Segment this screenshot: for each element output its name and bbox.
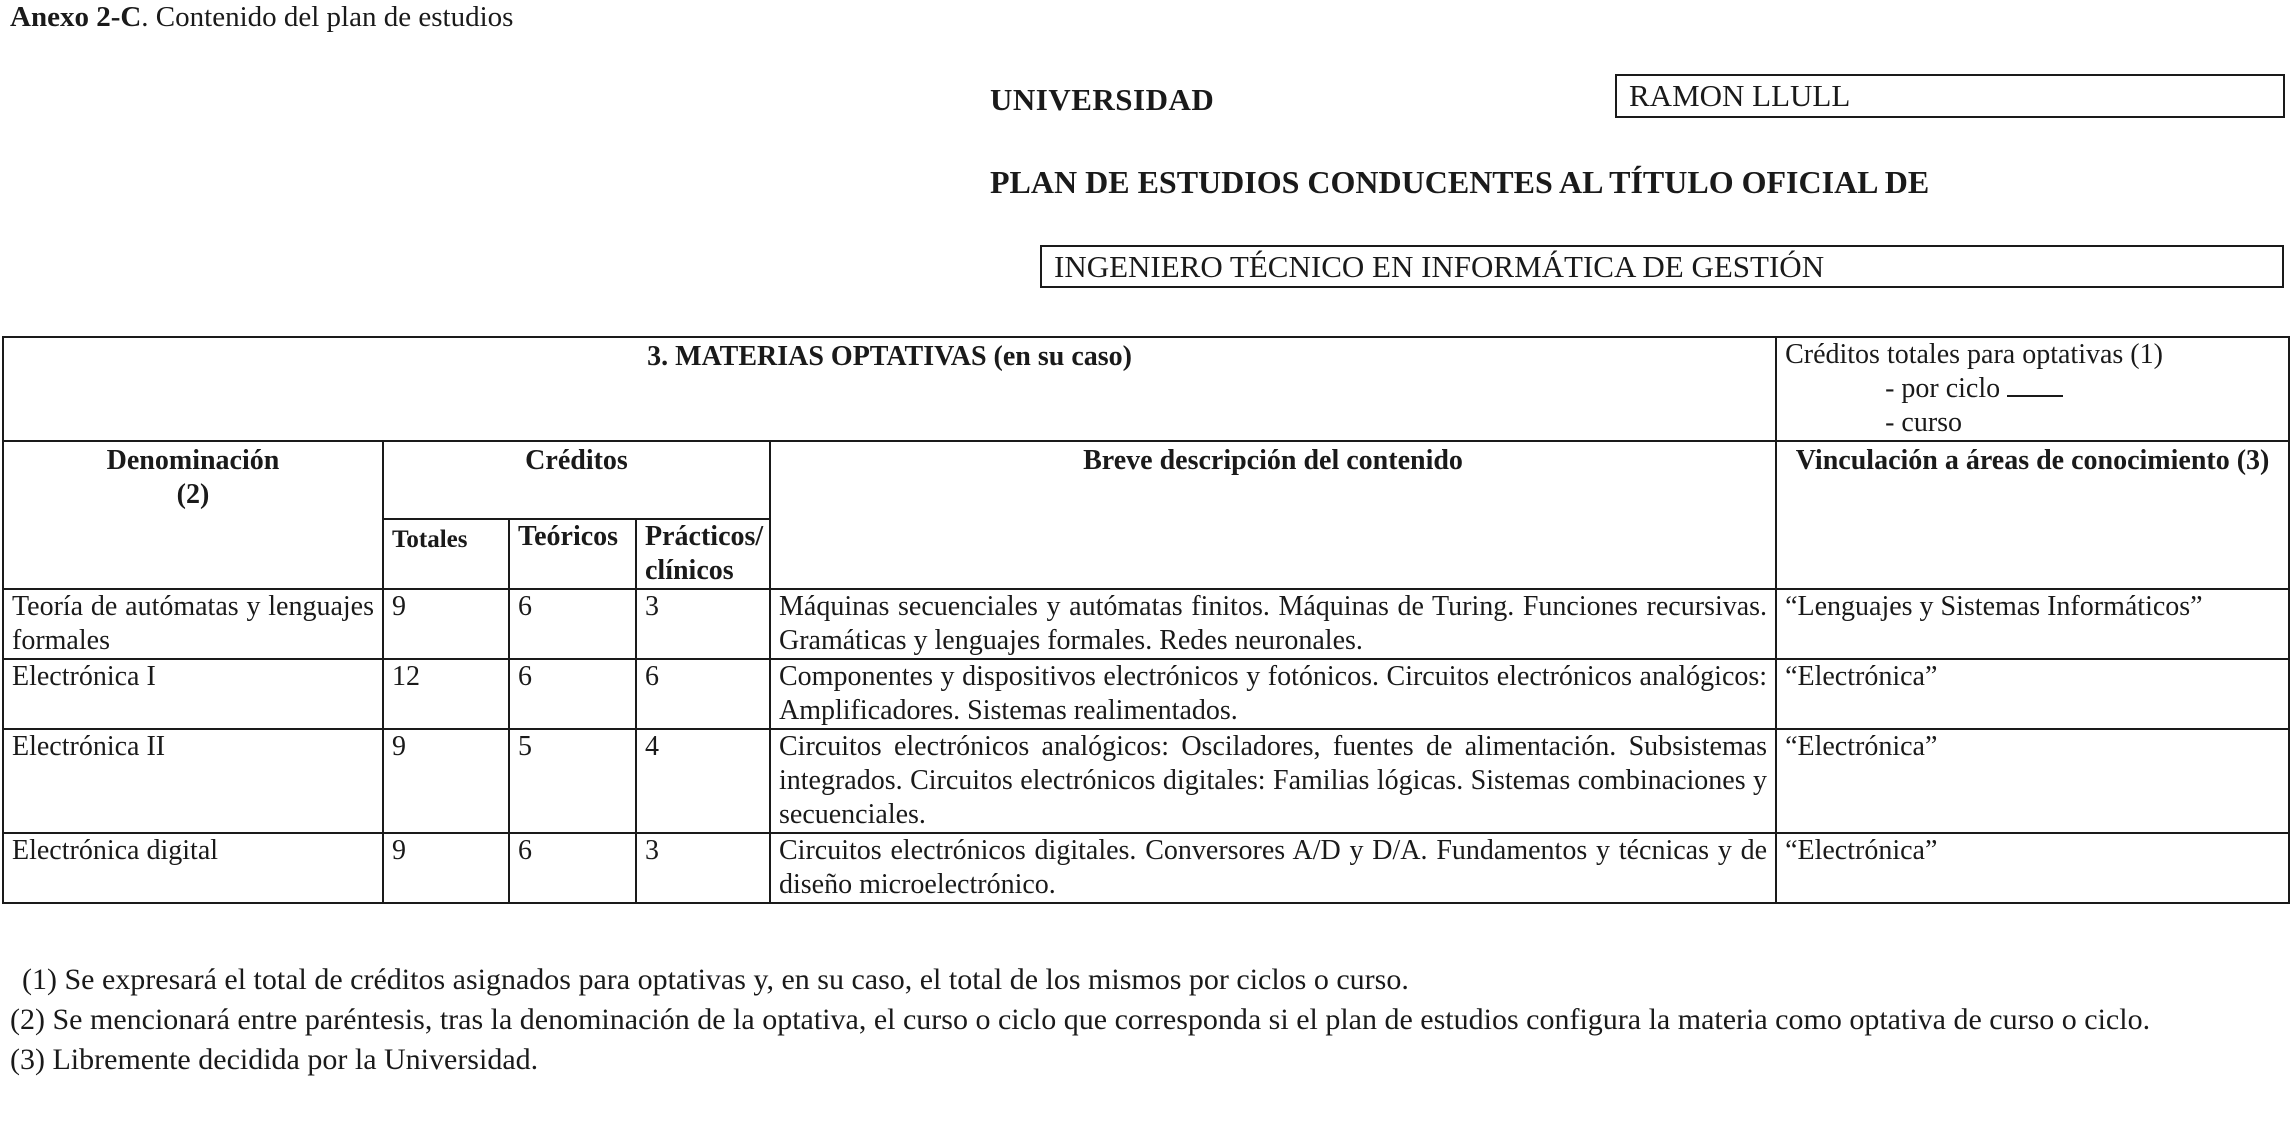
- header-denomination: Denominación (2): [3, 441, 383, 589]
- header-credits: Créditos: [383, 441, 770, 519]
- header-practice: Prácticos/ clínicos: [636, 519, 770, 589]
- university-value-box: RAMON LLULL: [1615, 74, 2285, 118]
- credits-total: 9: [383, 589, 509, 659]
- credits-theory: 5: [509, 729, 636, 833]
- subject-area: “Electrónica”: [1776, 659, 2289, 729]
- optional-subjects-table: [2, 336, 2290, 904]
- header-areas: Vinculación a áreas de conocimiento (3): [1776, 441, 2289, 589]
- credits-total: 12: [383, 659, 509, 729]
- credits-total: 9: [383, 729, 509, 833]
- annex-heading: [10, 0, 513, 34]
- footnote-1: (1) Se expresará el total de créditos asignados para optativas y, en su caso, el total de los mismos por ciclos o curso.: [22, 963, 1409, 996]
- credits-theory: 6: [509, 589, 636, 659]
- blank-line: [2007, 377, 2063, 397]
- university-label: UNIVERSIDAD: [990, 82, 1215, 117]
- footnotes: [10, 960, 2285, 1080]
- credits-practice: 6: [636, 659, 770, 729]
- subject-area: “Electrónica”: [1776, 729, 2289, 833]
- footnote-2: (2) Se mencionará entre paréntesis, tras la denominación de la optativa, el curso o ciclo que corresponda si el plan de estudios configura la materia como optativa de curso o ciclo.: [10, 1003, 2151, 1036]
- subject-name: Electrónica I: [3, 659, 383, 729]
- credits-practice: 4: [636, 729, 770, 833]
- subject-name: Teoría de autómatas y lenguajes formales: [3, 589, 383, 659]
- subject-area: “Lenguajes y Sistemas Informáticos”: [1776, 589, 2289, 659]
- annex-label: Anexo 2-C: [10, 1, 142, 33]
- degree-value-box: INGENIERO TÉCNICO EN INFORMÁTICA DE GESTIÓN: [1040, 245, 2284, 288]
- subject-name: Electrónica digital: [3, 833, 383, 903]
- column-header-row: [3, 441, 2289, 519]
- table-row: [3, 589, 2289, 659]
- subject-name: Electrónica II: [3, 729, 383, 833]
- subject-description: Componentes y dispositivos electrónicos y fotónicos. Circuitos electrónicos analógicos: Amplificadores. Sistemas realimentados.: [770, 659, 1776, 729]
- table-title-row: [3, 337, 2289, 441]
- table-row: [3, 833, 2289, 903]
- credits-course: - curso: [1885, 407, 1963, 438]
- credits-total-label: Créditos totales para optativas (1): [1785, 339, 2163, 370]
- credits-per-cycle: - por ciclo: [1785, 372, 2280, 406]
- credits-total: 9: [383, 833, 509, 903]
- header-totals: Totales: [383, 519, 509, 589]
- table-row: [3, 729, 2289, 833]
- credits-theory: 6: [509, 659, 636, 729]
- section-title: 3. MATERIAS OPTATIVAS (en su caso): [3, 337, 1776, 441]
- subject-area: “Electrónica”: [1776, 833, 2289, 903]
- credits-theory: 6: [509, 833, 636, 903]
- footnote-3: (3) Libremente decidida por la Universidad.: [10, 1043, 539, 1076]
- table-row: [3, 659, 2289, 729]
- header-theory: Teóricos: [509, 519, 636, 589]
- header-description: Breve descripción del contenido: [770, 441, 1776, 589]
- credits-practice: 3: [636, 589, 770, 659]
- credits-practice: 3: [636, 833, 770, 903]
- subject-description: Circuitos electrónicos digitales. Conversores A/D y D/A. Fundamentos y técnicas y de diseño microelectrónico.: [770, 833, 1776, 903]
- subject-description: Máquinas secuenciales y autómatas finitos. Máquinas de Turing. Funciones recursivas. Gramáticas y lenguajes formales. Redes neuronales.: [770, 589, 1776, 659]
- credits-total-cell: [1776, 337, 2289, 441]
- plan-title: PLAN DE ESTUDIOS CONDUCENTES AL TÍTULO OFICIAL DE: [990, 164, 1930, 200]
- annex-title: . Contenido del plan de estudios: [141, 1, 514, 33]
- subject-description: Circuitos electrónicos analógicos: Osciladores, fuentes de alimentación. Subsistemas integrados. Circuitos electrónicos digitales: Familias lógicas. Sistemas combinaciones y secuenciales.: [770, 729, 1776, 833]
